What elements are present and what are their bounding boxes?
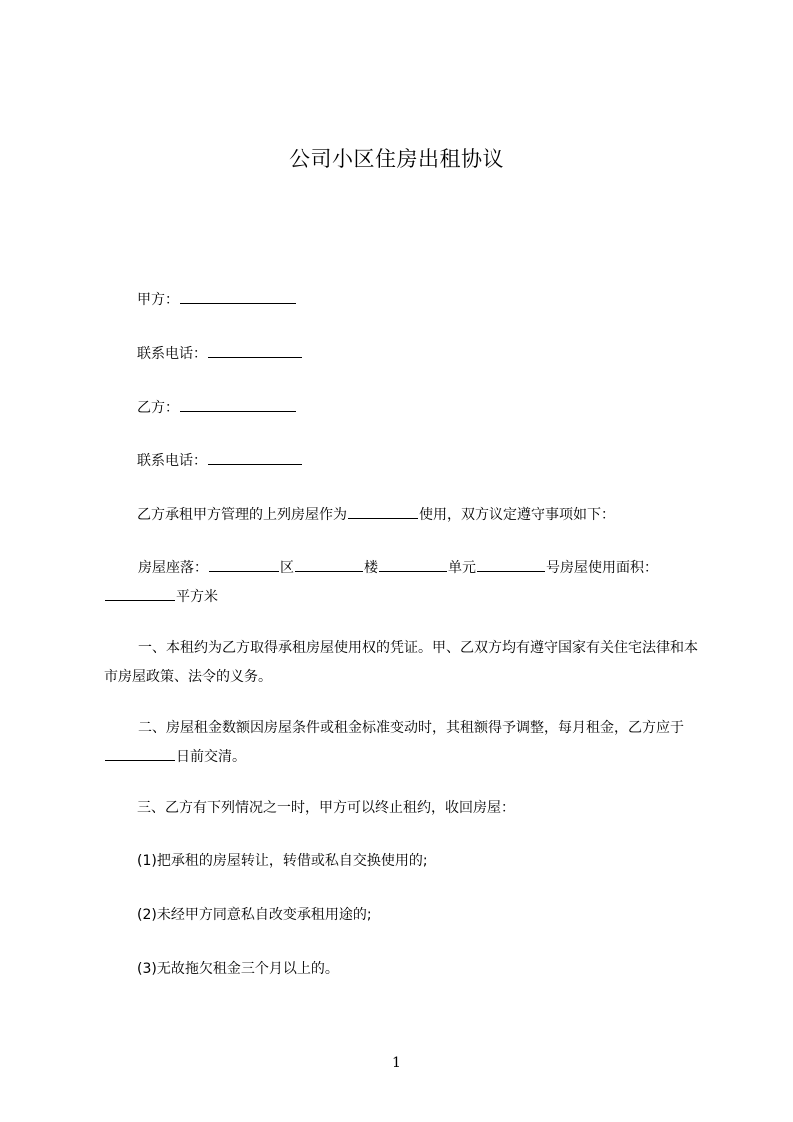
document-title: 公司小区住房出租协议	[289, 147, 504, 171]
location-paragraph	[104, 554, 700, 612]
intro-text-start: 乙方承租甲方管理的上列房屋作为	[137, 507, 347, 523]
district-blank	[209, 557, 279, 572]
usage-blank	[348, 504, 418, 519]
number-label: 号房屋使用面积：	[546, 560, 658, 576]
number-blank	[477, 557, 545, 572]
building-label: 楼	[364, 560, 378, 576]
party-a-phone-label: 联系电话：	[137, 346, 207, 362]
list-item-2: (2)未经甲方同意私自改变承租用途的;	[137, 907, 372, 923]
unit-blank	[379, 557, 447, 572]
clause-2-text-end: 日前交清。	[176, 749, 246, 765]
party-a-phone-blank	[208, 343, 302, 358]
clause-1: 一、本租约为乙方取得承租房屋使用权的凭证。甲、乙双方均有遵守国家有关住宅法律和本市房屋政策、法令的义务。	[104, 640, 698, 685]
party-b-blank	[180, 397, 296, 412]
party-b-phone-label: 联系电话：	[137, 453, 207, 469]
location-label: 房屋座落：	[138, 560, 208, 576]
building-blank	[295, 557, 363, 572]
area-blank	[105, 586, 175, 601]
party-a-phone-line	[137, 340, 303, 369]
clause-2	[104, 714, 700, 772]
district-label: 区	[280, 560, 294, 576]
party-b-phone-blank	[208, 450, 302, 465]
list-item-3: (3)无故拖欠租金三个月以上的。	[137, 961, 339, 977]
party-b-label: 乙方：	[137, 400, 179, 416]
list-item-1: (1)把承租的房屋转让，转借或私自交换使用的;	[137, 853, 428, 869]
clause-2-text-start: 二、房屋租金数额因房屋条件或租金标准变动时，其租额得予调整，每月租金，乙方应于	[138, 720, 684, 736]
party-a-label: 甲方：	[137, 292, 179, 308]
page-number: 1	[392, 1055, 401, 1071]
area-unit-label: 平方米	[176, 589, 218, 605]
clause-3: 三、乙方有下列情况之一时，甲方可以终止租约，收回房屋：	[137, 800, 515, 816]
unit-label: 单元	[448, 560, 476, 576]
party-b-phone-line	[137, 447, 303, 476]
intro-text-end: 使用，双方议定遵守事项如下：	[419, 507, 615, 523]
intro-line	[137, 501, 615, 530]
party-b-line	[137, 394, 297, 423]
party-a-blank	[180, 289, 296, 304]
party-a-line	[137, 286, 297, 315]
payment-day-blank	[105, 746, 175, 761]
